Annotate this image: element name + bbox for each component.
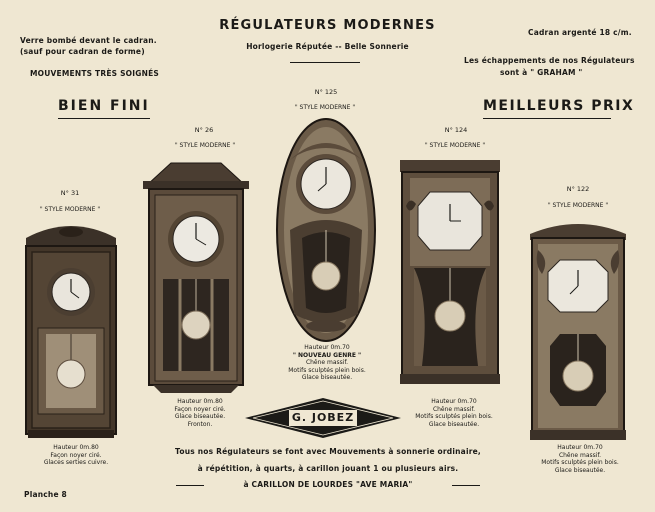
clock-height: Hauteur 0m.70 (557, 444, 603, 451)
clock-number: N° 26 (194, 126, 214, 134)
clock-style: " STYLE MODERNE " (39, 206, 101, 213)
footer-rule-right (452, 485, 480, 486)
clock-number: N° 125 (314, 88, 338, 96)
footer-line2: à répétition, à quarts, à carillon jouant 1 ou plusieurs airs. (197, 464, 459, 473)
title-divider (290, 62, 360, 63)
header-right-line2: Les échappements de nos Régulateurs (464, 56, 635, 65)
footer-line1: Tous nos Régulateurs se font avec Mouvements à sonnerie ordinaire, (175, 447, 481, 456)
footer-line3: à CARILLON DE LOURDES "AVE MARIA" (243, 480, 413, 489)
clock-desc-3: Glace biseautée. (428, 420, 480, 428)
clock-caption-124 (404, 398, 504, 428)
clock-caption-31 (36, 444, 116, 467)
clock-height: Hauteur 0m.80 (53, 444, 99, 451)
clock-style: " STYLE MODERNE " (174, 142, 236, 149)
clock-image-31 (24, 220, 118, 438)
plate-number: Planche 8 (24, 490, 67, 499)
clock-image-122 (530, 214, 626, 440)
clock-style: " STYLE MODERNE " (424, 142, 486, 149)
clock-desc-1: Chêne massif. (432, 405, 476, 413)
page-title: RÉGULATEURS MODERNES (219, 18, 436, 33)
header-left-line1: Verre bombé devant le cadran. (20, 36, 157, 45)
clock-caption-125 (278, 344, 376, 382)
header-left-line2: (sauf pour cadran de forme) (20, 47, 145, 56)
clock-desc-1: Façon noyer ciré. (174, 405, 226, 413)
slogan-right-underline (483, 118, 611, 119)
clock-desc-2: Motifs sculptés plein bois. (288, 366, 366, 374)
clock-desc-0: " NOUVEAU GENRE " (292, 351, 362, 359)
clock-desc-3: Fronton. (187, 420, 213, 428)
slogan-right: MEILLEURS PRIX (483, 98, 635, 114)
clock-image-125 (276, 118, 376, 342)
clock-desc-1: Façon noyer ciré. (50, 451, 102, 459)
slogan-left: BIEN FINI (58, 98, 150, 114)
clock-desc-3: Glace biseautée. (301, 374, 353, 382)
clock-style: " STYLE MODERNE " (547, 202, 609, 209)
clock-desc-2: Glaces serties cuivre. (43, 459, 109, 467)
clock-number: N° 122 (566, 185, 590, 193)
clock-style: " STYLE MODERNE " (294, 104, 356, 111)
clock-desc-1: Chêne massif. (305, 359, 349, 367)
page-subtitle: Horlogerie Réputée -- Belle Sonnerie (246, 42, 409, 51)
header-left-line3: MOUVEMENTS TRÈS SOIGNÉS (30, 69, 160, 78)
clock-height: Hauteur 0m.70 (431, 398, 477, 405)
clock-height: Hauteur 0m.80 (177, 398, 223, 405)
clock-number: N° 31 (60, 189, 80, 197)
clock-desc-2: Motifs sculptés plein bois. (415, 413, 493, 421)
clock-desc-2: Motifs sculptés plein bois. (541, 459, 619, 467)
clock-height: Hauteur 0m.70 (304, 344, 350, 351)
clock-caption-122 (530, 444, 630, 474)
header-right-line1: Cadran argenté 18 c/m. (528, 28, 632, 37)
clock-desc-3: Glace biseautée. (554, 466, 606, 474)
clock-desc-1: Chêne massif. (558, 451, 602, 459)
clock-image-26 (143, 157, 249, 395)
clock-caption-26 (150, 398, 250, 428)
brand-name: G. JOBEZ (291, 411, 355, 424)
slogan-left-underline (58, 118, 150, 119)
footer-rule-left (176, 485, 204, 486)
clock-image-124 (400, 160, 500, 384)
clock-desc-2: Glace biseautée. (174, 413, 226, 421)
clock-number: N° 124 (444, 126, 468, 134)
header-right-line3: sont à " GRAHAM " (500, 68, 583, 77)
